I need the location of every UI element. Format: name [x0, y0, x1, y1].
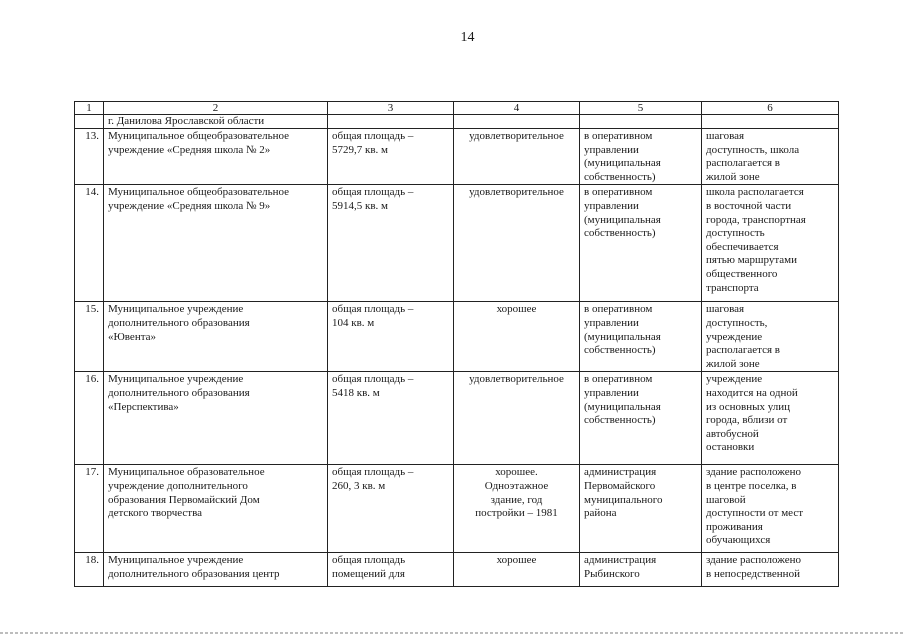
column-header: 2: [104, 102, 328, 115]
empty-cell: [580, 115, 702, 129]
area-cell: общая площадь – 104 кв. м: [328, 302, 454, 372]
row-number: 14.: [75, 185, 104, 302]
column-header: 3: [328, 102, 454, 115]
condition-cell: удовлетворительное: [454, 372, 580, 465]
empty-cell: [702, 115, 839, 129]
institution-name: Муниципальное учреждение дополнительного образования «Перспектива»: [104, 372, 328, 465]
institution-name: Муниципальное общеобразовательное учреждение «Средняя школа № 2»: [104, 129, 328, 185]
ownership-cell: в оперативном управлении (муниципальная собственность): [580, 185, 702, 302]
condition-cell: хорошее: [454, 553, 580, 587]
ownership-cell: администрация Первомайского муниципального района: [580, 465, 702, 553]
empty-cell: [454, 115, 580, 129]
column-header: 5: [580, 102, 702, 115]
ownership-cell: в оперативном управлении (муниципальная собственность): [580, 129, 702, 185]
table-row: [75, 302, 839, 372]
empty-cell: [75, 115, 104, 129]
column-header: 4: [454, 102, 580, 115]
area-cell: общая площадь – 5418 кв. м: [328, 372, 454, 465]
continuation-row: [75, 115, 839, 129]
notes-cell: учреждение находится на одной из основных улиц города, вблизи от автобусной остановки: [702, 372, 839, 465]
table-header-row: [75, 102, 839, 115]
ownership-cell: в оперативном управлении (муниципальная собственность): [580, 302, 702, 372]
column-header: 6: [702, 102, 839, 115]
condition-cell: хорошее: [454, 302, 580, 372]
ownership-cell: администрация Рыбинского: [580, 553, 702, 587]
empty-cell: [328, 115, 454, 129]
area-cell: общая площадь помещений для: [328, 553, 454, 587]
row-number: 18.: [75, 553, 104, 587]
column-header: 1: [75, 102, 104, 115]
institution-name: Муниципальное учреждение дополнительного образования центр: [104, 553, 328, 587]
page-number: 14: [460, 30, 475, 45]
condition-cell: удовлетворительное: [454, 185, 580, 302]
table-row: [75, 372, 839, 465]
row-number: 13.: [75, 129, 104, 185]
row-number: 17.: [75, 465, 104, 553]
condition-cell: удовлетворительное: [454, 129, 580, 185]
table-row: [75, 553, 839, 587]
row-number: 16.: [75, 372, 104, 465]
condition-cell: хорошее. Одноэтажное здание, год постройки – 1981: [454, 465, 580, 553]
notes-cell: здание расположено в непосредственной: [702, 553, 839, 587]
facilities-table: [74, 101, 839, 587]
institution-name: Муниципальное образовательное учреждение дополнительного образования Первомайский Дом детского творчества: [104, 465, 328, 553]
notes-cell: здание расположено в центре поселка, в шаговой доступности от мест проживания обучающихся: [702, 465, 839, 553]
institution-name: Муниципальное общеобразовательное учреждение «Средняя школа № 9»: [104, 185, 328, 302]
table-row: [75, 465, 839, 553]
institution-name: Муниципальное учреждение дополнительного образования «Ювента»: [104, 302, 328, 372]
ownership-cell: в оперативном управлении (муниципальная собственность): [580, 372, 702, 465]
table-row: [75, 185, 839, 302]
area-cell: общая площадь – 5729,7 кв. м: [328, 129, 454, 185]
area-cell: общая площадь – 5914,5 кв. м: [328, 185, 454, 302]
notes-cell: школа располагается в восточной части города, транспортная доступность обеспечивается пятью маршрутами общественного транспорта: [702, 185, 839, 302]
notes-cell: шаговая доступность, учреждение располагается в жилой зоне: [702, 302, 839, 372]
table-row: [75, 129, 839, 185]
continuation-text: г. Данилова Ярославской области: [104, 115, 328, 129]
scan-edge-artifact: [0, 632, 905, 634]
notes-cell: шаговая доступность, школа располагается в жилой зоне: [702, 129, 839, 185]
area-cell: общая площадь – 260, 3 кв. м: [328, 465, 454, 553]
row-number: 15.: [75, 302, 104, 372]
